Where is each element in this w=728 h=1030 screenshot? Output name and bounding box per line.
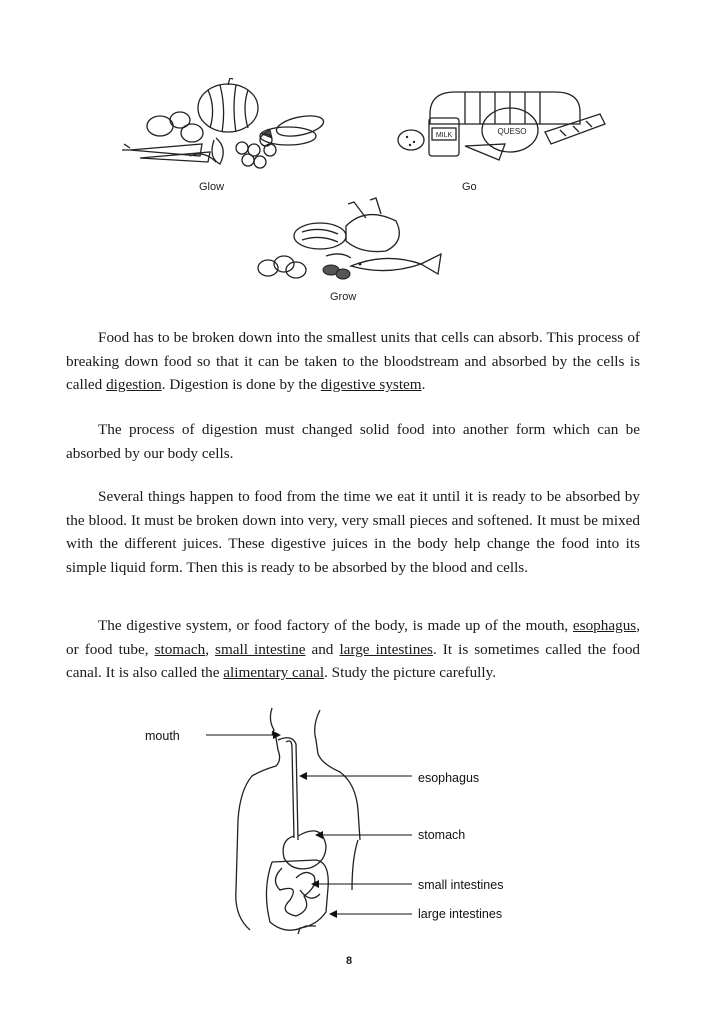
diagram-label-small-intestines: small intestines bbox=[418, 878, 504, 892]
paragraph-food-changes bbox=[66, 485, 640, 579]
p1-text-3: . bbox=[421, 376, 426, 393]
stomach-shape bbox=[283, 831, 326, 869]
body-outline bbox=[236, 708, 280, 930]
glow-vegetables-illustration bbox=[120, 78, 335, 178]
term-digestion: digestion bbox=[106, 376, 162, 393]
diagram-label-mouth: mouth bbox=[145, 729, 180, 743]
term-small-intestine: small intestine bbox=[215, 640, 306, 658]
digestive-system-diagram bbox=[0, 690, 728, 940]
grow-foods-illustration bbox=[246, 196, 446, 286]
p2-text: The process of digestion must changed solid food into another form which can be absorbed by our body cells. bbox=[66, 421, 640, 462]
paragraph-digestion-definition bbox=[66, 326, 640, 397]
p3-text: Several things happen to food from the time we eat it until it is ready to be absorbed by the blood. It must be broken down into very, very small pieces and softened. It must be mixed with the different juices. These digestive juices in the body help change the food into its simple liquid form. Then this is ready to be absorbed by the blood and cells. bbox=[66, 488, 640, 576]
esophagus-shape bbox=[278, 738, 298, 840]
p4-text-4: and bbox=[305, 640, 340, 658]
p4-text-5: . It is sometimes called the food canal. It is also called the bbox=[66, 640, 641, 681]
go-caption: Go bbox=[462, 181, 477, 193]
small-intestines-shape bbox=[275, 868, 320, 916]
diagram-label-stomach: stomach bbox=[418, 828, 466, 842]
p1-text-2: . Digestion is done by the bbox=[161, 376, 321, 393]
p4-text-2: , or food tube, bbox=[66, 617, 640, 658]
p4-text-3: , bbox=[205, 640, 216, 658]
p4-text-6: . Study the picture carefully. bbox=[324, 664, 497, 681]
term-large-intestines: large intestines bbox=[339, 640, 433, 658]
term-esophagus: esophagus bbox=[572, 617, 637, 634]
paragraph-digestive-system-parts bbox=[66, 614, 640, 685]
cheese-label: QUESO bbox=[497, 127, 527, 136]
term-stomach: stomach bbox=[154, 640, 206, 658]
go-foods-illustration bbox=[395, 84, 610, 164]
glow-caption: Glow bbox=[199, 181, 225, 193]
diagram-label-large-intestines: large intestines bbox=[418, 907, 503, 921]
term-alimentary-canal: alimentary canal bbox=[223, 664, 325, 681]
p1-text-1: Food has to be broken down into the smallest units that cells can absorb. This process of breaking down food so that it can be taken to the bloodstream and absorbed by the cells is called bbox=[66, 329, 640, 393]
page-number: 8 bbox=[346, 955, 353, 967]
term-digestive-system: digestive system bbox=[320, 376, 422, 393]
grow-caption: Grow bbox=[330, 291, 357, 303]
milk-can-label: MILK bbox=[435, 132, 453, 139]
paragraph-digestion-process bbox=[66, 418, 640, 465]
diagram-label-esophagus: esophagus bbox=[418, 771, 480, 785]
p4-text-1: The digestive system, or food factory of the body, is made up of the mouth, bbox=[98, 617, 573, 634]
large-intestine-shape bbox=[266, 860, 328, 934]
